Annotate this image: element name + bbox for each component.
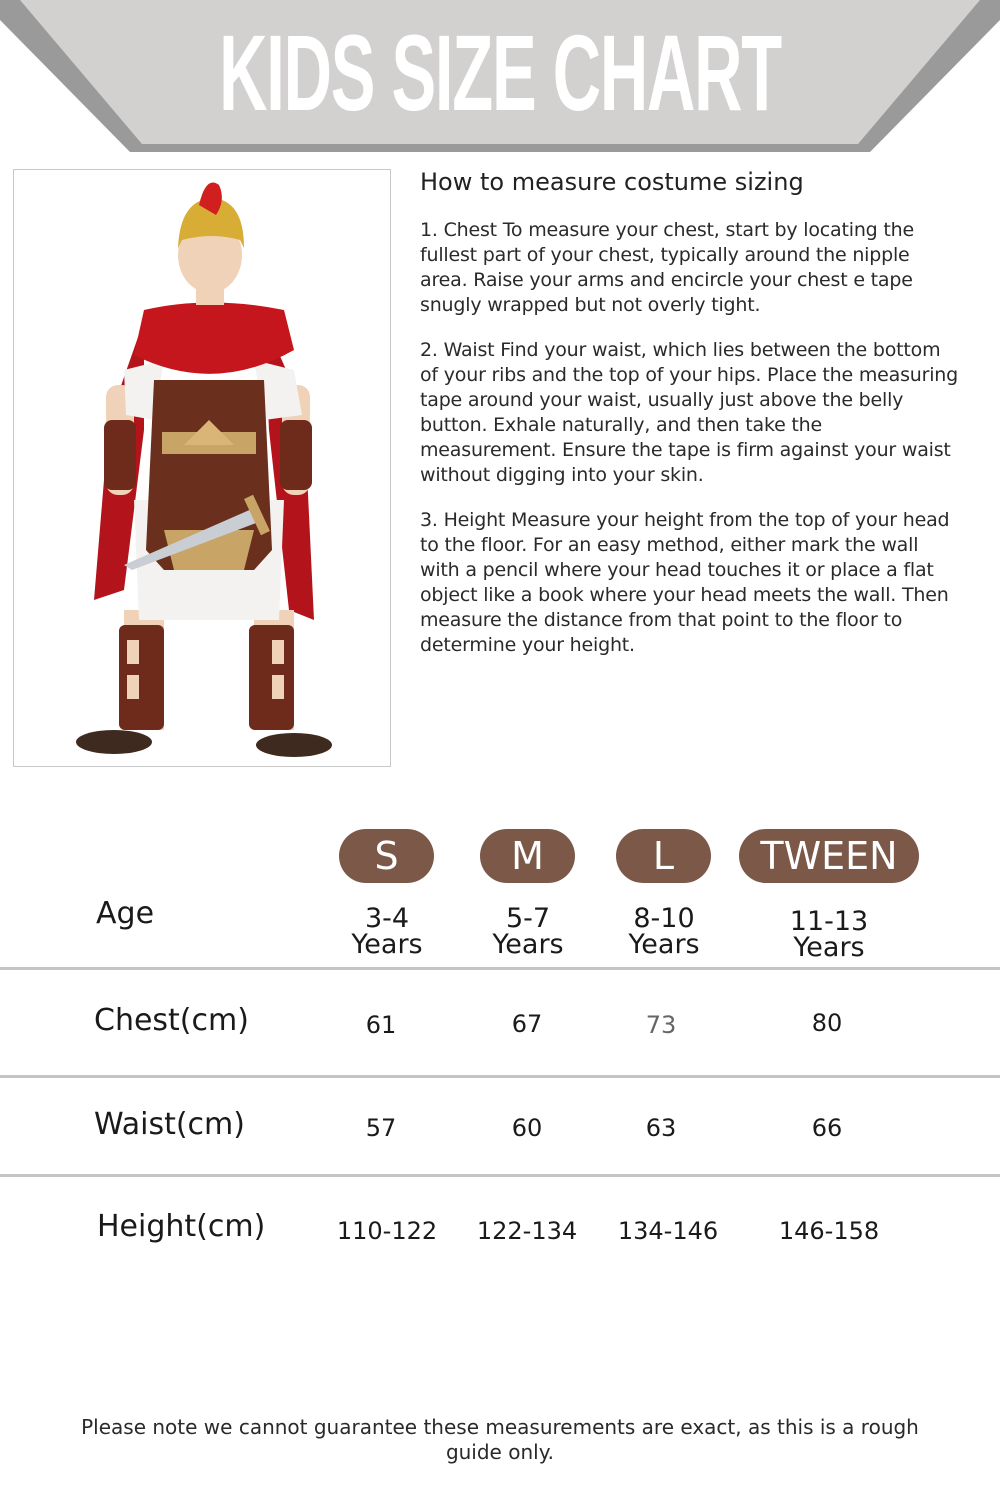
waist-label: Waist(cm) [94,1107,245,1142]
height-label: Height(cm) [97,1209,266,1244]
height-value-s: 110-122 [336,1217,438,1245]
chest-value-tween: 80 [811,1009,843,1037]
row-divider [0,1174,1000,1177]
chest-value-l: 73 [645,1011,677,1039]
age-cell-l [594,903,734,960]
height-value-tween: 146-158 [778,1217,880,1245]
disclaimer-note: Please note we cannot guarantee these measurements are exact, as this is a rough guide only. [81,1415,919,1464]
instruction-height: 3. Height Measure your height from the top of your head to the floor. For an easy method, either mark the wall with a pencil where your head touches it or place a flat object like a book where your head meets the wall. Then measure the distance from that point to the floor to determine your height. [420,509,950,656]
instruction-chest: 1. Chest To measure your chest, start by locating the fullest part of your chest, typically around the nipple area. Raise your arms and encircle your chest e tape snugly wrapped but not overly tight. [420,219,914,316]
page-title: KIDS SIZE CHART [219,12,781,133]
age-range: 8-10 [633,903,695,934]
chest-label: Chest(cm) [94,1003,249,1038]
waist-value-s: 57 [365,1114,397,1142]
age-cell-tween [759,906,899,963]
age-unit: Years [351,929,423,960]
chest-value-s: 61 [365,1011,397,1039]
measuring-instructions [420,166,960,678]
row-divider [0,1075,1000,1078]
age-range: 5-7 [505,903,551,934]
size-badge-l: L [616,829,711,883]
instruction-waist: 2. Waist Find your waist, which lies between the bottom of your ribs and the top of your hips. Place the measuring tape around your waist, usually just above the belly button. Exhale naturally, and then take the measurement. Ensure the tape is firm against your waist without digging into your skin. [420,339,959,486]
size-badge-s: S [339,829,434,883]
costume-photo [13,169,391,767]
instructions-title: How to measure costume sizing [420,168,804,196]
height-value-m: 122-134 [476,1217,578,1245]
size-badge-tween: TWEEN [739,829,919,883]
height-value-l: 134-146 [617,1217,719,1245]
age-range: 3-4 [364,903,410,934]
age-range: 11-13 [789,906,869,937]
waist-value-tween: 66 [811,1114,843,1142]
age-cell-m [458,903,598,960]
age-label: Age [96,896,155,931]
age-unit: Years [793,932,865,963]
waist-value-m: 60 [511,1114,543,1142]
header-banner [0,0,1000,160]
age-cell-s [317,903,457,960]
size-badge-m: M [480,829,575,883]
roman-soldier-illustration [14,170,392,768]
waist-value-l: 63 [645,1114,677,1142]
age-unit: Years [492,929,564,960]
row-divider [0,967,1000,970]
age-unit: Years [628,929,700,960]
chest-value-m: 67 [511,1010,543,1038]
